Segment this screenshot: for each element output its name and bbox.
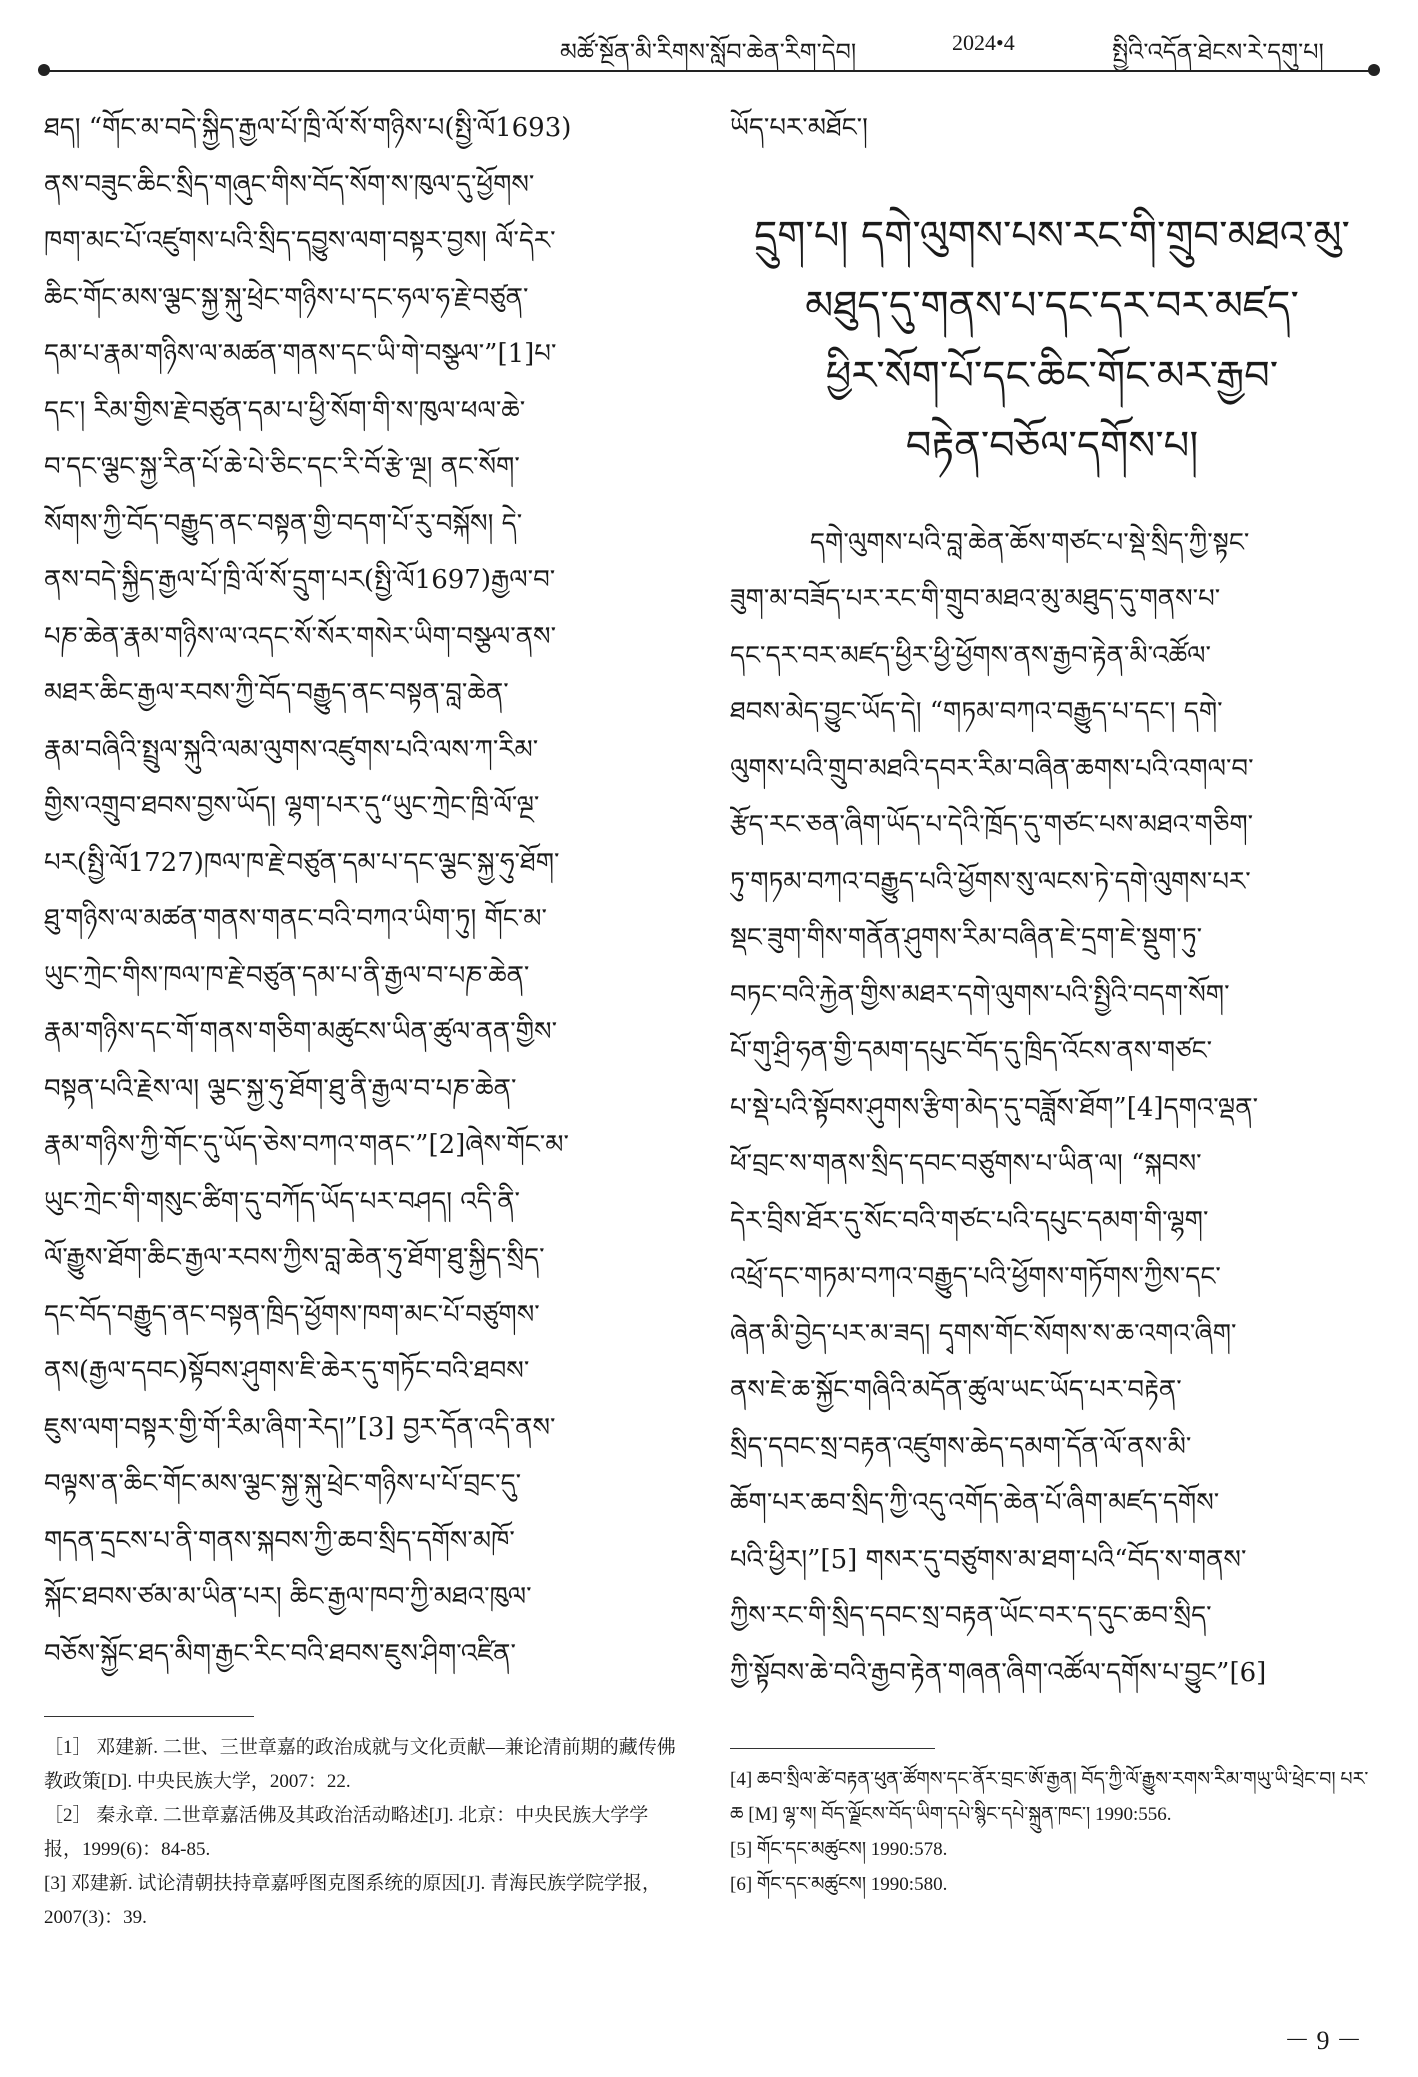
right-body-text [730, 515, 1374, 1702]
text-line: ཏུ་གཏམ་བཀའ་བརྒྱུད་པའི་ཕྱོགས་སུ་ལངས་ཏེ་དགེ་ལུགས་པར་ [730, 866, 1251, 897]
issue-number: 2024•4 [952, 30, 1015, 55]
text-line: སོགས་ཀྱི་བོད་བརྒྱུད་ནང་བསྟན་གྱི་བདག་པོ་རུ་བསྐོས། དེ་ [44, 508, 523, 539]
text-line: དགེ་ལུགས་པའི་བླ་ཆེན་ཆོས་གཙང་པ་སྡེ་སྲིད་ཀྱི་སྟང་ [810, 527, 1250, 558]
text-line: རྣམ་གཉིས་ཀྱི་གོང་དུ་ཡོད་ཅེས་བཀའ་གནང་”[2]ཞེས་གོང་མ་ [44, 1130, 569, 1160]
footnote-rule-right [730, 1748, 935, 1749]
right-column [730, 100, 1374, 1701]
issue-serial: སྤྱིའི་འདོན་ཐེངས་རེ་དགུ་པ། [1112, 38, 1324, 66]
journal-title: མཚོ་སྔོན་མི་རིགས་སློབ་ཆེན་རིག་དེབ། [560, 38, 857, 66]
text-line: པོ་གུ་ཤྲི་ཧན་གྱི་དམག་དཔུང་བོད་དུ་ཁྲིད་འོངས་ནས་གཙང་ [730, 1036, 1213, 1066]
section-heading [730, 201, 1374, 481]
heading-line: དྲུག་པ། དགེ་ལུགས་པས་རང་གི་གྲུབ་མཐའ་མུ་ [754, 212, 1350, 259]
left-body-text [44, 100, 684, 1682]
text-line: ཕོ་བྲང་ས་གནས་སྲིད་དབང་བཙུགས་པ་ཡིན་ལ། “སྐབས་ [730, 1149, 1202, 1179]
text-line: ཡུང་ཀྲེང་གིས་ཁལ་ཁ་རྗེ་བཙུན་དམ་པ་ནི་རྒྱལ་བ་པཎ་ཆེན་ [44, 960, 530, 991]
text-line: སྡང་ཟུག་གིས་གནོན་ཤུགས་རིམ་བཞིན་ཇེ་དྲག་ཇེ་སྡུག་ཏུ་ [730, 923, 1203, 953]
footnote-3: [3] 邓建新. 试论清朝扶持章嘉呼图克图系统的原因[J]. 青海民族学院学报，2007(3)：39. [44, 1873, 661, 1928]
footnote-6: [6] གོང་དང་མཚུངས། 1990:580. [730, 1874, 948, 1895]
text-line: ནས་བཟུང་ཆིང་སྲིད་གཞུང་གིས་བོད་སོག་ས་ཁུལ་དུ་ཕྱོགས་ [44, 169, 535, 200]
text-line: བལྟས་ན་ཆིང་གོང་མས་ལྕང་སྐྱ་སྐུ་ཕྲེང་གཉིས་པ་པོ་བྲང་དུ་ [44, 1469, 522, 1499]
heading-line: མཐུད་དུ་གནས་པ་དང་དར་བར་མཛད་ [805, 282, 1299, 329]
text-line: ལུགས་པའི་གྲུབ་མཐའི་དབར་རིམ་བཞིན་ཆགས་པའི་འགལ་བ་ [730, 753, 1254, 784]
text-line: འཕྲོ་དང་གཏམ་བཀའ་བརྒྱུད་པའི་ཕྱོགས་གཏོགས་ཀྱིས་དང་ [730, 1262, 1221, 1292]
footnote-rule [44, 1716, 254, 1717]
text-line: སྐོང་ཐབས་ཙམ་མ་ཡིན་པར། ཆིང་རྒྱལ་ཁབ་ཀྱི་མཐའ་ཁུལ་ [44, 1582, 532, 1612]
text-line: བསྟན་པའི་རྗེས་ལ། ལྕང་སྐྱ་ཧུ་ཐོག་ཐུ་ནི་རྒྱལ་བ་པཎ་ཆེན་ [44, 1073, 517, 1104]
text-line: རྣམ་གཉིས་དང་གོ་གནས་གཅིག་མཚུངས་ཡིན་ཚུལ་ནན་གྱིས་ [44, 1017, 558, 1047]
paragraph-end-line: ཡོད་པར་མཐོང་། [730, 113, 868, 143]
text-line: ཐད། “གོང་མ་བདེ་སྐྱིད་རྒྱལ་པོ་ཁྲི་ལོ་སོ་གཉིས་པ(སྤྱི་ལོ1693) [44, 113, 572, 143]
text-line: མཐར་ཆིང་རྒྱལ་རབས་ཀྱི་བོད་བརྒྱུད་ནང་བསྟན་བླ་ཆེན་ [44, 678, 509, 708]
text-line: རྩོད་རང་ཅན་ཞིག་ཡོད་པ་དེའི་ཁྲོད་དུ་གཙང་པས་མཐའ་གཅིག་ [730, 810, 1254, 840]
header-rule [44, 70, 1374, 72]
heading-line: བརྟེན་བཅོལ་དགོས་པ། [905, 422, 1199, 469]
page-number: － 9 － [1283, 2026, 1362, 2055]
text-line: པར(སྤྱི་ལོ1727)ཁལ་ཁ་རྗེ་བཙུན་དམ་པ་དང་ལྕང་སྐྱ་ཧུ་ཐོག་ [44, 847, 560, 878]
text-line: ཟུག་མ་བཟོད་པར་རང་གི་གྲུབ་མཐའ་མུ་མཐུད་དུ་གནས་པ་ [730, 584, 1221, 614]
text-line: གདན་དྲངས་པ་ནི་གནས་སྐབས་ཀྱི་ཆབ་སྲིད་དགོས་མཁོ་ [44, 1525, 515, 1556]
footnote-5: [5] གོང་དང་མཚུངས། 1990:578. [730, 1839, 948, 1860]
footnote-1: ［1］ 邓建新. 二世、三世章嘉的政治成就与文化贡献—兼论清前期的藏传佛教政策[D]. 中央民族大学，2007：22. [44, 1737, 676, 1792]
text-line: བཏང་བའི་རྐྱེན་གྱིས་མཐར་དགེ་ལུགས་པའི་སྤྱིའི་བདག་སོག་ [730, 979, 1230, 1010]
text-line: དང་བོད་བརྒྱུད་ནང་བསྟན་ཁྲིད་ཕྱོགས་ཁག་མང་པོ་བཙུགས་ [44, 1299, 540, 1330]
running-header [0, 0, 1418, 70]
text-line: པཎ་ཆེན་རྣམ་གཉིས་ལ་འདང་སོ་སོར་གསེར་ཡིག་བསྩལ་ནས་ [44, 621, 557, 652]
heading-line: ཕྱིར་སོག་པོ་དང་ཆིང་གོང་མར་རྒྱབ་ [825, 352, 1279, 399]
text-line: ནས་བདེ་སྐྱིད་རྒྱལ་པོ་ཁྲི་ལོ་སོ་དྲུག་པར(སྤྱི་ལོ1697)རྒྱལ་བ་ [44, 565, 556, 595]
text-line: ཆོག་པར་ཆབ་སྲིད་ཀྱི་འདུ་འགོད་ཆེན་པོ་ཞིག་མཛད་དགོས་ [730, 1488, 1220, 1518]
text-line: པ་སྡེ་པའི་སྟོབས་ཤུགས་རྩིག་མེད་དུ་བཟློས་ཐོག”[4]དགའ་ལྡན་ [730, 1092, 1259, 1123]
text-line: ཐབས་མེད་བྱུང་ཡོད་དེ། “གཏམ་བཀའ་བརྒྱུད་པ་དང་། དགེ་ [730, 697, 1223, 727]
text-line: ཞེན་མི་བྱེད་པར་མ་ཟད། དྭགས་གོང་སོགས་ས་ཆ་འགའ་ཞིག་ [730, 1318, 1237, 1349]
text-line: ཆིང་གོང་མས་ལྕང་སྐྱ་སྐུ་ཕྲེང་གཉིས་པ་དང་ཧལ་ཧ་རྗེ་བཙུན་ [44, 282, 529, 313]
rule-dot-right [1368, 64, 1380, 76]
text-line: ཁག་མང་པོ་འཛུགས་པའི་སྲིད་དབྱུས་ལག་བསྟར་བྱས། ལོ་དེར་ [44, 226, 556, 256]
text-line: དམ་པ་རྣམ་གཉིས་ལ་མཚན་གནས་དང་ཡི་གེ་བསྩལ་”[1]པ་ [44, 339, 557, 369]
left-footnotes [44, 1731, 684, 1935]
text-line: ཀྱི་སྟོབས་ཆེ་བའི་རྒྱབ་རྟེན་གཞན་ཞིག་འཚོལ་དགོས་པ་བྱུང”[6] [730, 1657, 1267, 1688]
text-line: རྣམ་བཞིའི་སྤྲུལ་སྐུའི་ལམ་ལུགས་འཛུགས་པའི་ལས་ཀ་རིམ་ [44, 734, 539, 765]
text-line: ཐུ་གཉིས་ལ་མཚན་གནས་གནང་བའི་བཀའ་ཡིག་ཏུ། གོང་མ་ [44, 904, 547, 934]
text-line: བ་དང་ལྕང་སྐྱ་རིན་པོ་ཆེ་པེ་ཅིང་དང་རི་བོ་རྩེ་ལྔ། ནང་སོག་ [44, 452, 520, 482]
footnote-2: ［2］ 秦永章. 二世章嘉活佛及其政治活动略述[J]. 北京：中央民族大学学报，1999(6)：84-85. [44, 1805, 649, 1860]
text-line: ཡུང་ཀྲེང་གི་གསུང་ཚིག་དུ་བཀོད་ཡོད་པར་བཤད། འདི་ནི་ [44, 1186, 521, 1217]
text-line: ནས(རྒྱལ་དབང)སྟོབས་ཤུགས་ཇི་ཆེར་དུ་གཏོང་བའི་ཐབས་ [44, 1356, 530, 1386]
right-footnotes [730, 1762, 1370, 1902]
text-line: སྲིད་དབང་སྲ་བརྟན་འཛུགས་ཆེད་དམག་དོན་ལོ་ནས་མི་ [730, 1431, 1192, 1462]
text-line: པའི་ཕྱིར།”[5] གསར་དུ་བཙུགས་མ་ཐག་པའི“བོད་ས་གནས་ [730, 1544, 1247, 1575]
text-line: བཅོས་སྐྱོང་ཐད་མིག་རྒྱང་རིང་བའི་ཐབས་ཇུས་ཤིག་འཛིན་ [44, 1638, 516, 1669]
footnote-4: [4] ཆབ་སྲིལ་ཚེ་བརྟན་ཕུན་ཚོགས་དང་ནོར་བྲང་ཨོ་རྒྱན། བོད་ཀྱི་ལོ་རྒྱུས་རགས་རིམ་གཡུ་ཡི་ཕྲེང་བ། པར་ཆ [M] ལྷ་ས། བོད་ལྗོངས་བོད་ཡིག་དཔེ་སྙིང་དཔེ་སྐྲུན་ཁང་། 1990:556. [730, 1769, 1369, 1825]
text-line: ནས་ཇེ་ཆ་སྐྱོང་གཞིའི་མདོན་ཚུལ་ཡང་ཡོད་པར་བརྟེན་ [730, 1375, 1182, 1405]
text-line: ཇུས་ལག་བསྟར་གྱི་གོ་རིམ་ཞིག་རེད།”[3] བྱར་དོན་འདི་ནས་ [44, 1412, 556, 1443]
text-line: དང་། རིམ་གྱིས་རྗེ་བཙུན་དམ་པ་ཕྱི་སོག་གི་ས་ཁུལ་ཕལ་ཆེ་ [44, 395, 526, 426]
text-line: ལོ་རྒྱུས་ཐོག་ཆིང་རྒྱལ་རབས་ཀྱིས་བླ་ཆེན་ཧུ་ཐོག་ཐུ་སྐྱིད་སྲིད་ [44, 1243, 545, 1273]
text-line: གྱིས་འགྲུབ་ཐབས་བྱས་ཡོད། ལྷག་པར་དུ“ཡུང་ཀྲེང་ཁྲི་ལོ་ལྔ་ [44, 791, 540, 821]
text-line: དང་དར་བར་མཛད་ཕྱིར་ཕྱི་ཕྱོགས་ནས་རྒྱབ་རྟེན་མི་འཚོལ་ [730, 640, 1212, 671]
text-line: དེར་བྲིས་ཐོར་དུ་སོང་བའི་གཙང་པའི་དཔུང་དམག་གི་ལྷག་ [730, 1205, 1209, 1236]
text-line: ཀྱིས་རང་གི་སྲིད་དབང་སྲ་བརྟན་ཡོང་བར་ད་དུང་ཆབ་སྲིད་ [730, 1601, 1212, 1631]
left-column [44, 100, 684, 1935]
